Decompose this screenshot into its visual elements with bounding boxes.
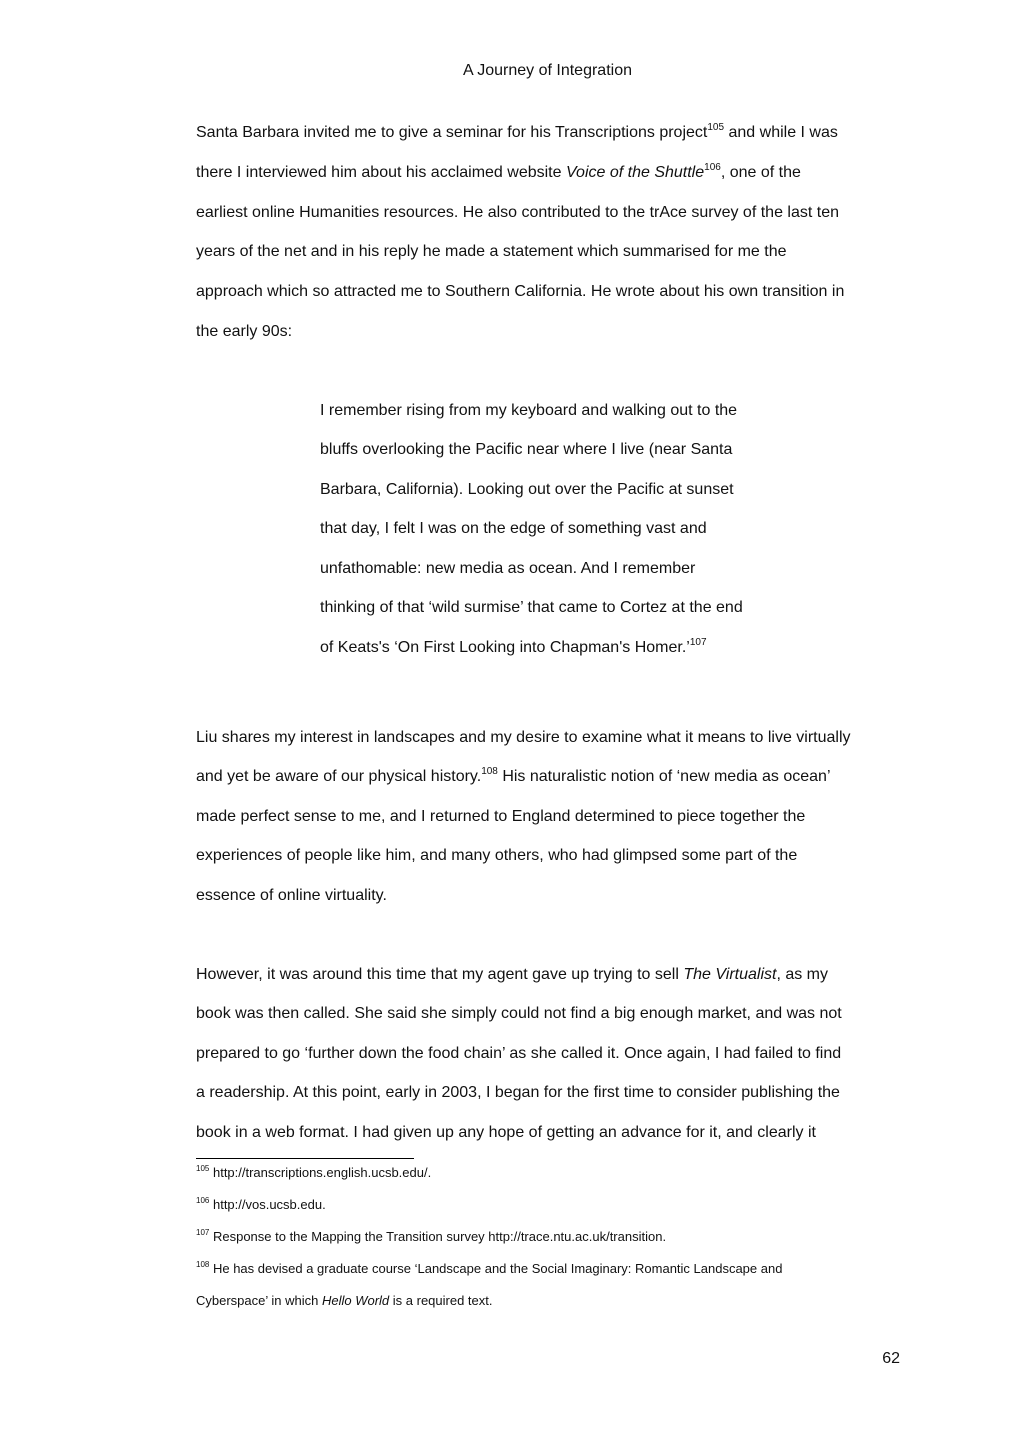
paragraph-3-line: book was then called. She said she simply could not find a big enough market, and was not xyxy=(196,1005,842,1022)
text: However, it was around this time that my agent gave up trying to sell xyxy=(196,966,684,983)
footnote-text: He has devised a graduate course ‘Landscape and the Social Imaginary: Romantic Landscape and xyxy=(209,1261,783,1276)
paragraph-1-line xyxy=(196,124,838,142)
paragraph-2-line: essence of online virtuality. xyxy=(196,887,387,904)
footnote-ref-107[interactable]: 107 xyxy=(689,637,707,648)
paragraph-2-line: experiences of people like him, and many others, who had glimpsed some part of the xyxy=(196,847,798,864)
paragraph-3-line: book in a web format. I had given up any hope of getting an advance for it, and clearly it xyxy=(196,1124,816,1141)
footnote-107 xyxy=(196,1229,666,1244)
footnote-text[interactable]: http://transcriptions.english.ucsb.edu/. xyxy=(209,1165,432,1180)
footnote-number: 105 xyxy=(196,1164,210,1173)
paragraph-1-line xyxy=(196,164,801,182)
paragraph-1-line: years of the net and in his reply he made a statement which summarised for me the xyxy=(196,243,787,260)
paragraph-1-line: approach which so attracted me to Southern California. He wrote about his own transition in xyxy=(196,283,845,300)
footnote-ref-105[interactable]: 105 xyxy=(707,122,725,133)
text: and yet be aware of our physical history. xyxy=(196,768,482,785)
text: of Keats's ‘On First Looking into Chapman's Homer.’ xyxy=(320,639,690,656)
footnote-text[interactable]: Response to the Mapping the Transition survey http://trace.ntu.ac.uk/transition. xyxy=(209,1229,667,1244)
paragraph-1-line: earliest online Humanities resources. He also contributed to the trAce survey of the last ten xyxy=(196,204,839,221)
paragraph-2-line: made perfect sense to me, and I returned to England determined to piece together the xyxy=(196,808,806,825)
footnote-text: Cyberspace’ in which xyxy=(196,1293,322,1308)
page-number: 62 xyxy=(882,1350,900,1367)
footnote-106 xyxy=(196,1197,326,1212)
block-quote-line: bluffs overlooking the Pacific near where I live (near Santa xyxy=(320,441,733,458)
footnote-text: is a required text. xyxy=(389,1293,493,1308)
text: and while I was xyxy=(724,124,838,141)
footnote-number: 108 xyxy=(196,1260,210,1269)
footnote-number: 107 xyxy=(196,1228,210,1237)
footnote-number: 106 xyxy=(196,1196,210,1205)
footnote-ref-108[interactable]: 108 xyxy=(481,766,498,777)
footnote-text[interactable]: http://vos.ucsb.edu. xyxy=(209,1197,326,1212)
block-quote-line: unfathomable: new media as ocean. And I remember xyxy=(320,560,696,577)
text: Santa Barbara invited me to give a seminar for his Transcriptions project xyxy=(196,124,708,141)
paragraph-2-line xyxy=(196,768,831,786)
website-title: Voice of the Shuttle xyxy=(565,164,705,181)
block-quote-line: thinking of that ‘wild surmise’ that came to Cortez at the end xyxy=(320,599,743,616)
footnote-108 xyxy=(196,1261,782,1276)
text: , one of the xyxy=(720,164,801,181)
block-quote-line: I remember rising from my keyboard and walking out to the xyxy=(320,402,738,419)
running-head: A Journey of Integration xyxy=(463,62,632,79)
block-quote-line: Barbara, California). Looking out over the Pacific at sunset xyxy=(320,481,734,498)
paragraph-3-line: prepared to go ‘further down the food chain’ as she called it. Once again, I had failed to find xyxy=(196,1045,842,1062)
text: there I interviewed him about his acclaimed website xyxy=(196,164,566,181)
paragraph-3-line: a readership. At this point, early in 2003, I began for the first time to consider publishing the xyxy=(196,1084,840,1101)
paragraph-3-line xyxy=(196,966,828,984)
block-quote-line xyxy=(320,639,707,657)
footnote-105 xyxy=(196,1165,431,1180)
paragraph-1-line: the early 90s: xyxy=(196,323,293,340)
text: , as my xyxy=(776,966,828,983)
footnote-108-continued xyxy=(196,1293,492,1308)
book-title: The Virtualist xyxy=(683,966,777,983)
footnote-divider xyxy=(196,1158,414,1159)
block-quote-line: that day, I felt I was on the edge of something vast and xyxy=(320,520,707,537)
paragraph-2-line: Liu shares my interest in landscapes and my desire to examine what it means to live virtually xyxy=(196,729,851,746)
footnote-ref-106[interactable]: 106 xyxy=(704,162,721,173)
book-title: Hello World xyxy=(321,1293,390,1308)
text: His naturalistic notion of ‘new media as ocean’ xyxy=(497,768,831,785)
